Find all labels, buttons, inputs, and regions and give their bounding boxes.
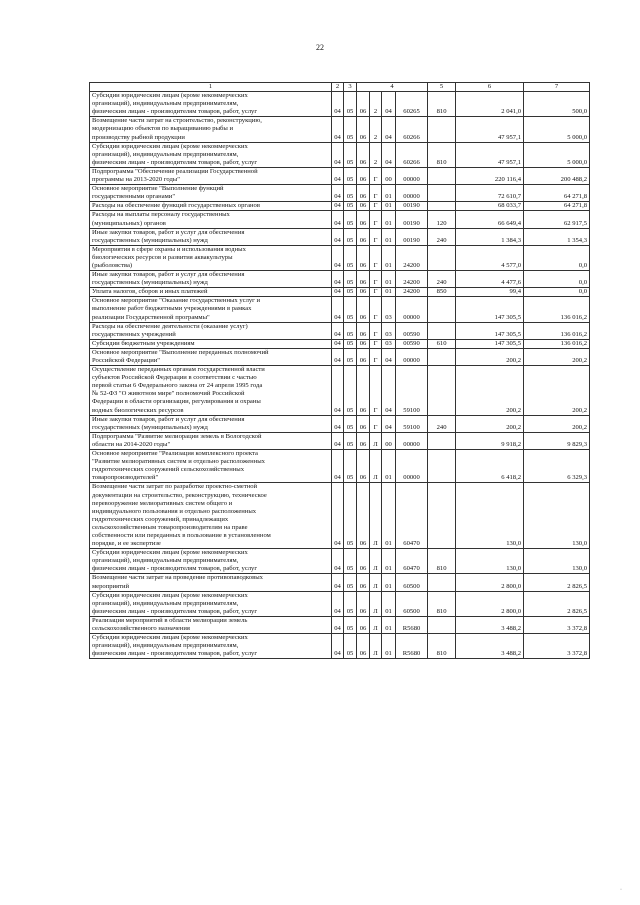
code-program: 2: [370, 92, 382, 117]
amount-col-7: 2 826,5: [524, 574, 590, 591]
code-chapter: 04: [332, 245, 344, 270]
row-name: Субсидии бюджетным учреждениям: [90, 339, 332, 348]
code-program: Г: [370, 297, 382, 322]
code-program: Г: [370, 288, 382, 297]
code-event: 01: [382, 574, 396, 591]
code-kind: 240: [428, 228, 456, 245]
code-target: R5680: [396, 634, 428, 659]
code-subsection: 06: [357, 211, 370, 228]
amount-col-6: 68 033,7: [456, 202, 524, 211]
amount-col-6: 147 305,5: [456, 297, 524, 322]
code-chapter: 04: [332, 322, 344, 339]
code-kind: [428, 483, 456, 549]
budget-table: [89, 82, 590, 659]
code-kind: [428, 185, 456, 202]
amount-col-7: 3 372,8: [524, 616, 590, 633]
row-name: Уплата налогов, сборов и иных платежей: [90, 288, 332, 297]
amount-col-6: 6 418,2: [456, 450, 524, 483]
page-number: 22: [316, 43, 324, 52]
code-chapter: 04: [332, 348, 344, 365]
code-subsection: 06: [357, 348, 370, 365]
code-chapter: 04: [332, 167, 344, 184]
code-section: 05: [344, 297, 357, 322]
code-target: 00000: [396, 297, 428, 322]
code-target: 00000: [396, 348, 428, 365]
code-program: Л: [370, 450, 382, 483]
code-kind: 810: [428, 549, 456, 574]
code-subsection: 06: [357, 185, 370, 202]
amount-col-6: 72 610,7: [456, 185, 524, 202]
amount-col-6: 130,0: [456, 549, 524, 574]
code-subsection: 06: [357, 288, 370, 297]
code-section: 05: [344, 322, 357, 339]
header-row: [90, 83, 590, 92]
code-kind: [428, 450, 456, 483]
row-name: Осуществление переданных органам государственной власти субъектов Российской Федерации в соответствии с частью первой статьи 6 Федерального закона от 24 апреля 1995 года № 52-ФЗ "О животном мире" полномочий Российской Федерации в области организации, регулирования и охраны водных биологических ресурсов: [90, 366, 332, 416]
code-kind: 810: [428, 142, 456, 167]
code-event: 04: [382, 348, 396, 365]
header-col-1: 1: [90, 83, 332, 92]
code-event: 01: [382, 211, 396, 228]
code-target: 00190: [396, 202, 428, 211]
code-target: 00000: [396, 185, 428, 202]
code-subsection: 06: [357, 142, 370, 167]
code-subsection: 06: [357, 591, 370, 616]
table-row: [90, 245, 590, 270]
amount-col-7: 200 488,2: [524, 167, 590, 184]
table-row: [90, 297, 590, 322]
row-name: Субсидии юридическим лицам (кроме некоммерческих организаций), индивидуальным предпринимателям, физическим лицам - производителям товаров, работ, услуг: [90, 634, 332, 659]
code-chapter: 04: [332, 228, 344, 245]
code-program: Л: [370, 432, 382, 449]
code-event: 01: [382, 549, 396, 574]
code-section: 05: [344, 574, 357, 591]
code-program: Г: [370, 415, 382, 432]
code-program: Л: [370, 591, 382, 616]
table-row: [90, 450, 590, 483]
code-target: 24200: [396, 288, 428, 297]
amount-col-7: 5 000,0: [524, 142, 590, 167]
code-chapter: 04: [332, 432, 344, 449]
header-col-2: 2: [332, 83, 344, 92]
amount-col-6: 9 918,2: [456, 432, 524, 449]
code-chapter: 04: [332, 591, 344, 616]
amount-col-6: 130,0: [456, 483, 524, 549]
amount-col-6: 3 488,2: [456, 616, 524, 633]
row-name: Иные закупки товаров, работ и услуг для обеспечения государственных (муниципальных) нужд: [90, 228, 332, 245]
code-chapter: 04: [332, 211, 344, 228]
amount-col-7: 64 271,8: [524, 202, 590, 211]
code-section: 05: [344, 245, 357, 270]
row-name: Иные закупки товаров, работ и услуг для обеспечения государственных (муниципальных) нужд: [90, 271, 332, 288]
code-chapter: 04: [332, 142, 344, 167]
table-row: [90, 415, 590, 432]
code-kind: 120: [428, 211, 456, 228]
amount-col-6: 200,2: [456, 366, 524, 416]
code-program: Г: [370, 167, 382, 184]
code-section: 05: [344, 185, 357, 202]
code-program: Л: [370, 574, 382, 591]
amount-col-7: 200,2: [524, 366, 590, 416]
code-subsection: 06: [357, 322, 370, 339]
code-subsection: 06: [357, 616, 370, 633]
code-subsection: 06: [357, 271, 370, 288]
code-section: 05: [344, 450, 357, 483]
code-program: Л: [370, 483, 382, 549]
row-name: Субсидии юридическим лицам (кроме некоммерческих организаций), индивидуальным предпринимателям, физическим лицам - производителям товаров, работ, услуг: [90, 549, 332, 574]
code-program: Г: [370, 211, 382, 228]
code-event: 00: [382, 432, 396, 449]
amount-col-7: 500,0: [524, 92, 590, 117]
table-row: [90, 228, 590, 245]
code-section: 05: [344, 591, 357, 616]
code-kind: [428, 117, 456, 142]
table-body: [90, 92, 590, 659]
row-name: Субсидии юридическим лицам (кроме некоммерческих организаций), индивидуальным предпринимателям, физическим лицам - производителям товаров, работ, услуг: [90, 142, 332, 167]
amount-col-7: 6 329,3: [524, 450, 590, 483]
code-section: 05: [344, 339, 357, 348]
amount-col-6: 200,2: [456, 415, 524, 432]
code-program: Г: [370, 348, 382, 365]
code-subsection: 06: [357, 432, 370, 449]
code-program: Г: [370, 228, 382, 245]
code-target: 24200: [396, 245, 428, 270]
amount-col-6: 4 477,6: [456, 271, 524, 288]
header-col-6: 6: [456, 83, 524, 92]
amount-col-6: 2 041,0: [456, 92, 524, 117]
code-kind: [428, 297, 456, 322]
table-row: [90, 271, 590, 288]
code-event: 00: [382, 167, 396, 184]
code-event: 04: [382, 117, 396, 142]
code-subsection: 06: [357, 245, 370, 270]
code-section: 05: [344, 634, 357, 659]
header-col-7: 7: [524, 83, 590, 92]
row-name: Возмещение части затрат на проведение противопаводковых мероприятий: [90, 574, 332, 591]
code-kind: 810: [428, 92, 456, 117]
table-row: [90, 366, 590, 416]
table-row: [90, 322, 590, 339]
row-name: Подпрограмма "Развитие мелиорации земель в Вологодской области на 2014-2020 годы": [90, 432, 332, 449]
code-target: R5680: [396, 616, 428, 633]
amount-col-6: 3 488,2: [456, 634, 524, 659]
row-name: Мероприятия в сфере охраны и использования водных биологических ресурсов и развития аквакультуры (рыболовства): [90, 245, 332, 270]
code-program: Г: [370, 185, 382, 202]
code-subsection: 06: [357, 634, 370, 659]
code-chapter: 04: [332, 450, 344, 483]
table-row: [90, 348, 590, 365]
code-target: 00190: [396, 211, 428, 228]
code-program: Г: [370, 202, 382, 211]
row-name: Основное мероприятие "Выполнение переданных полномочий Российской Федерации": [90, 348, 332, 365]
code-target: 60470: [396, 549, 428, 574]
code-section: 05: [344, 366, 357, 416]
code-chapter: 04: [332, 574, 344, 591]
code-chapter: 04: [332, 271, 344, 288]
code-event: 01: [382, 202, 396, 211]
amount-col-7: 200,2: [524, 415, 590, 432]
code-section: 05: [344, 228, 357, 245]
code-target: 00590: [396, 322, 428, 339]
amount-col-7: 200,2: [524, 348, 590, 365]
code-kind: [428, 322, 456, 339]
code-program: 2: [370, 142, 382, 167]
code-target: 00000: [396, 450, 428, 483]
code-chapter: 04: [332, 366, 344, 416]
amount-col-7: 1 354,3: [524, 228, 590, 245]
code-event: 01: [382, 245, 396, 270]
table-row: [90, 167, 590, 184]
code-kind: [428, 366, 456, 416]
code-subsection: 06: [357, 415, 370, 432]
code-target: 00190: [396, 228, 428, 245]
code-program: Г: [370, 366, 382, 416]
code-section: 05: [344, 432, 357, 449]
code-event: 01: [382, 288, 396, 297]
code-section: 05: [344, 483, 357, 549]
amount-col-7: 0,0: [524, 245, 590, 270]
table-row: [90, 432, 590, 449]
code-section: 05: [344, 92, 357, 117]
code-chapter: 04: [332, 483, 344, 549]
amount-col-6: 1 384,3: [456, 228, 524, 245]
code-event: 03: [382, 322, 396, 339]
code-chapter: 04: [332, 339, 344, 348]
code-subsection: 06: [357, 117, 370, 142]
code-section: 05: [344, 167, 357, 184]
row-name: Расходы на обеспечение деятельности (оказание услуг) государственных учреждений: [90, 322, 332, 339]
code-section: 05: [344, 415, 357, 432]
amount-col-6: 147 305,5: [456, 339, 524, 348]
code-section: 05: [344, 288, 357, 297]
code-program: Л: [370, 549, 382, 574]
amount-col-7: 62 917,5: [524, 211, 590, 228]
code-section: 05: [344, 142, 357, 167]
code-event: 04: [382, 366, 396, 416]
amount-col-6: 47 957,1: [456, 117, 524, 142]
table-row: [90, 92, 590, 117]
amount-col-7: 0,0: [524, 288, 590, 297]
code-event: 04: [382, 142, 396, 167]
row-name: Субсидии юридическим лицам (кроме некоммерческих организаций), индивидуальным предпринимателям, физическим лицам - производителям товаров, работ, услуг: [90, 591, 332, 616]
code-section: 05: [344, 616, 357, 633]
row-name: Основное мероприятие "Выполнение функций государственными органами": [90, 185, 332, 202]
amount-col-7: 136 016,2: [524, 322, 590, 339]
code-event: 01: [382, 185, 396, 202]
code-chapter: 04: [332, 415, 344, 432]
code-kind: 610: [428, 339, 456, 348]
amount-col-6: 4 577,0: [456, 245, 524, 270]
row-name: Субсидии юридическим лицам (кроме некоммерческих организаций), индивидуальным предпринимателям, физическим лицам - производителям товаров, работ, услуг: [90, 92, 332, 117]
code-target: 00590: [396, 339, 428, 348]
amount-col-6: 2 800,0: [456, 591, 524, 616]
code-section: 05: [344, 348, 357, 365]
amount-col-7: 64 271,8: [524, 185, 590, 202]
code-event: 01: [382, 591, 396, 616]
amount-col-7: 5 000,0: [524, 117, 590, 142]
code-program: Г: [370, 322, 382, 339]
code-chapter: 04: [332, 92, 344, 117]
code-event: 01: [382, 450, 396, 483]
code-event: 01: [382, 228, 396, 245]
code-section: 05: [344, 211, 357, 228]
row-name: Возмещение части затрат на строительство, реконструкцию, модернизацию объектов по выращиванию рыбы и производству рыбной продукции: [90, 117, 332, 142]
code-kind: 850: [428, 288, 456, 297]
code-target: 60500: [396, 591, 428, 616]
table-row: [90, 202, 590, 211]
amount-col-6: 66 649,4: [456, 211, 524, 228]
row-name: Основное мероприятие "Оказание государственных услуг и выполнение работ бюджетными учреждениями в рамках реализации Государственной программы": [90, 297, 332, 322]
code-chapter: 04: [332, 297, 344, 322]
code-chapter: 04: [332, 117, 344, 142]
code-event: 04: [382, 92, 396, 117]
header-col-4: 4: [357, 83, 428, 92]
code-subsection: 06: [357, 366, 370, 416]
code-target: 60500: [396, 574, 428, 591]
code-kind: [428, 616, 456, 633]
code-section: 05: [344, 549, 357, 574]
amount-col-7: 130,0: [524, 549, 590, 574]
code-kind: 240: [428, 415, 456, 432]
code-subsection: 06: [357, 228, 370, 245]
code-target: 60470: [396, 483, 428, 549]
code-target: 24200: [396, 271, 428, 288]
code-subsection: 06: [357, 167, 370, 184]
code-chapter: 04: [332, 634, 344, 659]
code-subsection: 06: [357, 297, 370, 322]
code-subsection: 06: [357, 339, 370, 348]
header-col-3: 3: [344, 83, 357, 92]
table-row: [90, 185, 590, 202]
code-kind: 810: [428, 591, 456, 616]
code-target: 59100: [396, 366, 428, 416]
code-chapter: 04: [332, 616, 344, 633]
code-target: 60266: [396, 142, 428, 167]
code-section: 05: [344, 117, 357, 142]
amount-col-6: 2 800,0: [456, 574, 524, 591]
code-kind: 240: [428, 271, 456, 288]
code-subsection: 06: [357, 483, 370, 549]
table-row: [90, 288, 590, 297]
code-subsection: 06: [357, 450, 370, 483]
code-event: 01: [382, 483, 396, 549]
amount-col-6: 200,2: [456, 348, 524, 365]
code-chapter: 04: [332, 185, 344, 202]
code-target: 00000: [396, 167, 428, 184]
code-program: Л: [370, 616, 382, 633]
header-col-5: 5: [428, 83, 456, 92]
amount-col-6: 47 957,1: [456, 142, 524, 167]
table-row: [90, 591, 590, 616]
code-event: 03: [382, 339, 396, 348]
row-name: Возмещение части затрат по разработке проектно-сметной документации на строительство, реконструкцию, техническое перевооружение мелиоративных систем общего и индивидуального пользования и отдельно расположенных гидротехнических сооружений, принадлежащих сельскохозяйственным товаропроизводителям на праве собственности или переданных в пользование в установленном порядке, и ее экспертизе: [90, 483, 332, 549]
table-row: [90, 616, 590, 633]
code-event: 01: [382, 634, 396, 659]
code-section: 05: [344, 271, 357, 288]
amount-col-7: 136 016,2: [524, 339, 590, 348]
table-row: [90, 339, 590, 348]
amount-col-7: 0,0: [524, 271, 590, 288]
amount-col-6: 220 116,4: [456, 167, 524, 184]
table-row: [90, 142, 590, 167]
row-name: Основное мероприятие "Реализация комплексного проекта "Развитие мелиоративных систем и отдельно расположенных гидротехнических сооружений сельскохозяйственных товаропроизводителей": [90, 450, 332, 483]
code-program: Л: [370, 634, 382, 659]
code-kind: 810: [428, 634, 456, 659]
code-target: 60266: [396, 117, 428, 142]
row-name: Расходы на выплаты персоналу государственных (муниципальных) органов: [90, 211, 332, 228]
amount-col-7: 2 826,5: [524, 591, 590, 616]
code-kind: [428, 202, 456, 211]
code-kind: [428, 348, 456, 365]
amount-col-7: 9 829,3: [524, 432, 590, 449]
code-event: 01: [382, 271, 396, 288]
code-event: 01: [382, 616, 396, 633]
code-kind: [428, 574, 456, 591]
code-program: Г: [370, 271, 382, 288]
code-section: 05: [344, 202, 357, 211]
code-subsection: 06: [357, 574, 370, 591]
code-target: 59100: [396, 415, 428, 432]
code-event: 03: [382, 297, 396, 322]
table-row: [90, 483, 590, 549]
code-chapter: 04: [332, 202, 344, 211]
amount-col-7: 130,0: [524, 483, 590, 549]
code-target: 60265: [396, 92, 428, 117]
table-row: [90, 634, 590, 659]
page-mark: ·: [620, 887, 622, 893]
code-chapter: 04: [332, 549, 344, 574]
table-row: [90, 574, 590, 591]
table-row: [90, 549, 590, 574]
amount-col-7: 3 372,8: [524, 634, 590, 659]
code-program: Г: [370, 339, 382, 348]
table-row: [90, 211, 590, 228]
code-program: 2: [370, 117, 382, 142]
code-kind: [428, 167, 456, 184]
code-target: 00000: [396, 432, 428, 449]
table-row: [90, 117, 590, 142]
amount-col-6: 147 305,5: [456, 322, 524, 339]
code-kind: [428, 245, 456, 270]
amount-col-6: 99,4: [456, 288, 524, 297]
code-program: Г: [370, 245, 382, 270]
row-name: Реализация мероприятий в области мелиорации земель сельскохозяйственного назначения: [90, 616, 332, 633]
code-subsection: 06: [357, 202, 370, 211]
code-kind: [428, 432, 456, 449]
code-event: 04: [382, 415, 396, 432]
row-name: Иные закупки товаров, работ и услуг для обеспечения государственных (муниципальных) нужд: [90, 415, 332, 432]
row-name: Расходы на обеспечение функций государственных органов: [90, 202, 332, 211]
code-subsection: 06: [357, 92, 370, 117]
amount-col-7: 136 016,2: [524, 297, 590, 322]
code-chapter: 04: [332, 288, 344, 297]
row-name: Подпрограмма "Обеспечение реализации Государственной программы на 2013-2020 годы": [90, 167, 332, 184]
code-subsection: 06: [357, 549, 370, 574]
